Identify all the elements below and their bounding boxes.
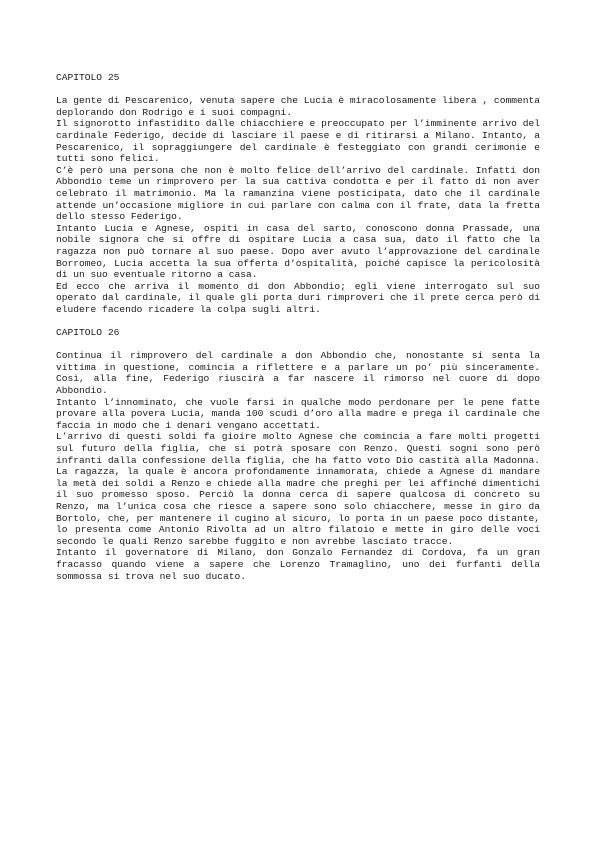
paragraph: Intanto Lucia e Agnese, ospiti in casa del sarto, conoscono donna Prassade, una nobile signora che si offre di ospitare Lucia a casa sua, dato il fatto che la ragazza non può tornare al suo paese. Dopo aver avuto l’approvazione del cardinale Borromeo, Lucia accetta la sua offerta d’ospitalità, poiché capisce la pericolosità di un suo eventuale ritorno a casa. — [56, 222, 540, 281]
paragraph: Intanto il governatore di Milano, don Gonzalo Fernandez di Cordova, fa un gran fracasso quando viene a sapere che Lorenzo Tramaglino, uno dei furfanti della sommossa si trova nel suo ducato. — [56, 547, 540, 582]
chapter-heading: CAPITOLO 26 — [56, 327, 120, 339]
paragraph: Continua il rimprovero del cardinale a don Abbondio che, nonostante si senta la vittima in questione, comincia a riflettere e a parlare un po’ più sinceramente. Così, alla fine, Federigo riuscirà a far nascere il rimorso nel cuore di dopo Abbondio. — [56, 350, 540, 397]
paragraph: Intanto l’innominato, che vuole farsi in qualche modo perdonare per le pene fatte provare alla povera Lucia, manda 100 scudi d’oro alla madre e prega il cardinale che faccia in modo che i denari vengano accettati. — [56, 396, 540, 431]
paragraph: La gente di Pescarenico, venuta sapere che Lucia è miracolosamente libera , commenta deplorando don Rodrigo e i suoi compagni. — [56, 95, 540, 118]
chapter-divider — [56, 315, 540, 327]
chapter-26 — [56, 327, 540, 582]
paragraph: L’arrivo di questi soldi fa gioire molto Agnese che comincia a fare molti progetti sul futuro della figlia, che si potrà sposare con Renzo. Questi sogni sono però infranti dalla confessione della figlia, che ha fatto voto Dio castità alla Madonna. La ragazza, la quale è ancora profondamente innamorata, chiede a Agnese di mandare la metà dei soldi a Renzo e chiede alla madre che preghi per lei affinché dimentichi il suo promesso sposo. Perciò la donna cerca di sapere qualcosa di concreto su Renzo, ma l’unica cosa che riesce a sapere sono solo chiacchere, messe in giro da Bortolo, che, per mantenere il cugino al sicuro, lo porta in un paese poco distante, lo presenta come Antonio Rivolta ad un altro filatoio e mette in giro delle voci secondo le quali Renzo sarebbe fuggito e non avrebbe lasciato tracce. — [56, 431, 540, 547]
paragraph: Il signorotto infastidito dalle chiacchiere e preoccupato per l’imminente arrivo del cardinale Federigo, decide di lasciare il paese e di ritirarsi a Milano. Intanto, a Pescarenico, il sopraggiungere del cardinale è festeggiato con grandi cerimonie e tutti sono felici. — [56, 118, 540, 165]
paragraph: C’è però una persona che non è molto felice dell’arrivo del cardinale. Infatti don Abbondio teme un rimprovero per la sua cattiva condotta e per il fatto di non aver celebrato il matrimonio. Ma la ramanzina viene posticipata, dato che il cardinale attende un’occasione migliore in cui parlare con calma con il frate, data la fretta dello stesso Federigo. — [56, 164, 540, 223]
document-page — [56, 72, 540, 582]
chapter-heading: CAPITOLO 25 — [56, 72, 120, 83]
paragraph: Ed ecco che arriva il momento di don Abbondio; egli viene interrogato sul suo operato dal cardinale, il quale gli porta duri rimproveri che il prete cerca però di eludere facendo ricadere la colpa sugli altri. — [56, 280, 540, 315]
chapter-25 — [56, 72, 540, 315]
